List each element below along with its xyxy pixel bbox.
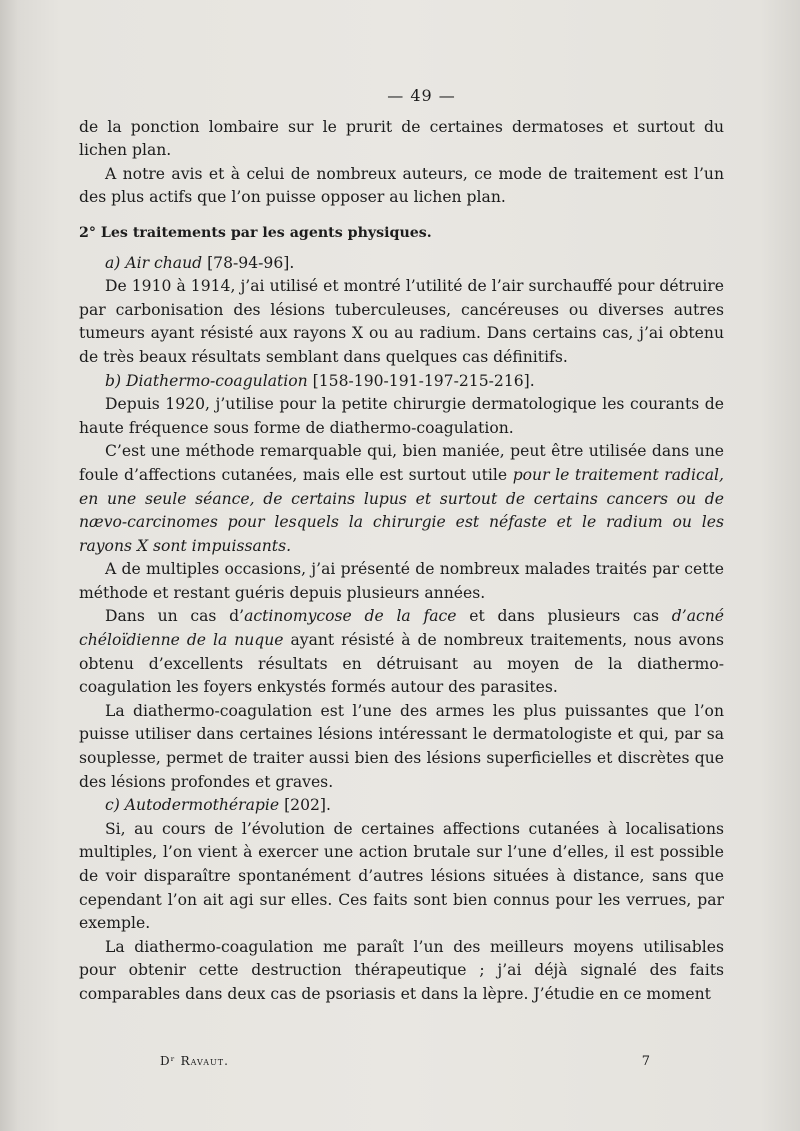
paragraph-7-e: ayant résisté à de nombreux traitements, nous avons obtenu d’excellents résultats en détruisant au moyen de la diathermo-coagulation les foyers enkystés formés autour des parasites. — [79, 631, 724, 697]
subsection-a-label: a) — [105, 253, 121, 272]
subsection-c-title: Autodermothérapie — [124, 796, 280, 815]
paragraph-10: La diathermo-coagulation me paraît l’un des meilleurs moyens utilisables pour obtenir cette destruction thérapeutique ; j’ai déjà signalé des faits comparables dans deux cas de psoriasis et dans la lèpre. J’étudie en ce moment — [79, 937, 724, 1003]
page-body — [79, 84, 724, 1007]
paragraph-3: De 1910 à 1914, j’ai utilisé et montré l’utilité de l’air surchauffé pour détruire par carbonisation des lésions tuberculeuses, cancéreuses ou diverses autres tumeurs ayant résisté aux rayons X ou au radium. Dans certains cas, j’ai obtenu de très beaux résultats semblant dans quelques cas définitifs. — [79, 277, 724, 366]
page-footer — [160, 1054, 650, 1068]
paragraph-4: Depuis 1920, j’utilise pour la petite chirurgie dermatologique les courants de haute fréquence sous forme de diathermo-coagulation. — [79, 395, 724, 437]
footer-signature-mark: 7 — [641, 1054, 650, 1069]
paragraph-1: de la ponction lombaire sur le prurit de certaines dermatoses et surtout du lichen plan. — [79, 117, 724, 160]
subsection-b — [79, 370, 724, 394]
subsection-a — [79, 252, 724, 276]
paragraph-5-text: C’est une méthode remarquable qui, bien maniée, peut être utilisée dans une foule d’affections cutanées, mais elle est surtout utile — [79, 442, 724, 484]
page-number: — 49 — — [387, 86, 456, 105]
paragraph-7-a: Dans un cas d’ — [105, 607, 245, 626]
footer-author: Dʳ Ravaut. — [160, 1054, 229, 1068]
paragraph-8: La diathermo-coagulation est l’une des armes les plus puissantes que l’on puisse utiliser dans certaines lésions intéressant le dermatologiste et qui, par sa souplesse, permet de traiter aussi bien des lésions superficielles et discrètes que des lésions profondes et graves. — [79, 701, 724, 791]
subsection-c — [79, 794, 724, 818]
section-heading: 2° Les traitements par les agents physiques. — [79, 224, 432, 241]
paragraph-2: A notre avis et à celui de nombreux auteurs, ce mode de traitement est l’un des plus actifs que l’on puisse opposer au lichen plan. — [79, 164, 724, 207]
subsection-b-refs: [158-190-191-197-215-216]. — [312, 371, 535, 390]
paragraph-9: Si, au cours de l’évolution de certaines affections cutanées à localisations multiples, l’on vient à exercer une action brutale sur l’une d’elles, il est possible de voir disparaître spontanément d’autres lésions situées à distance, sans que cependant l’on ait agi sur elles. Ces faits sont bien connus pour les verrues, par exemple. — [79, 819, 724, 933]
paragraph-7 — [79, 605, 724, 699]
subsection-a-refs: [78-94-96]. — [207, 253, 295, 272]
paragraph-7-actinomycose: actinomycose de la face — [244, 607, 457, 626]
subsection-c-refs: [202]. — [284, 796, 331, 815]
subsection-b-label: b) — [105, 371, 122, 390]
paragraph-6: A de multiples occasions, j’ai présenté de nombreux malades traités par cette méthode et restant guéris depuis plusieurs années. — [79, 560, 724, 602]
subsection-c-label: c) — [105, 796, 120, 815]
subsection-b-title: Diathermo-coagulation — [126, 371, 308, 390]
paragraph-5-italic: pour le traitement radical, en une seule séance, de certains lupus et surtout de certains cancers ou de nævo-carcinomes pour lesquels la chirurgie est néfaste et le radium ou les rayons X sont impuissants. — [79, 465, 724, 555]
subsection-a-title: Air chaud — [125, 253, 203, 272]
paragraph-7-acne: d’acné chéloïdienne de la nuque — [79, 607, 724, 650]
paragraph-5 — [79, 440, 724, 558]
paragraph-7-c: et dans plusieurs cas — [456, 607, 672, 626]
